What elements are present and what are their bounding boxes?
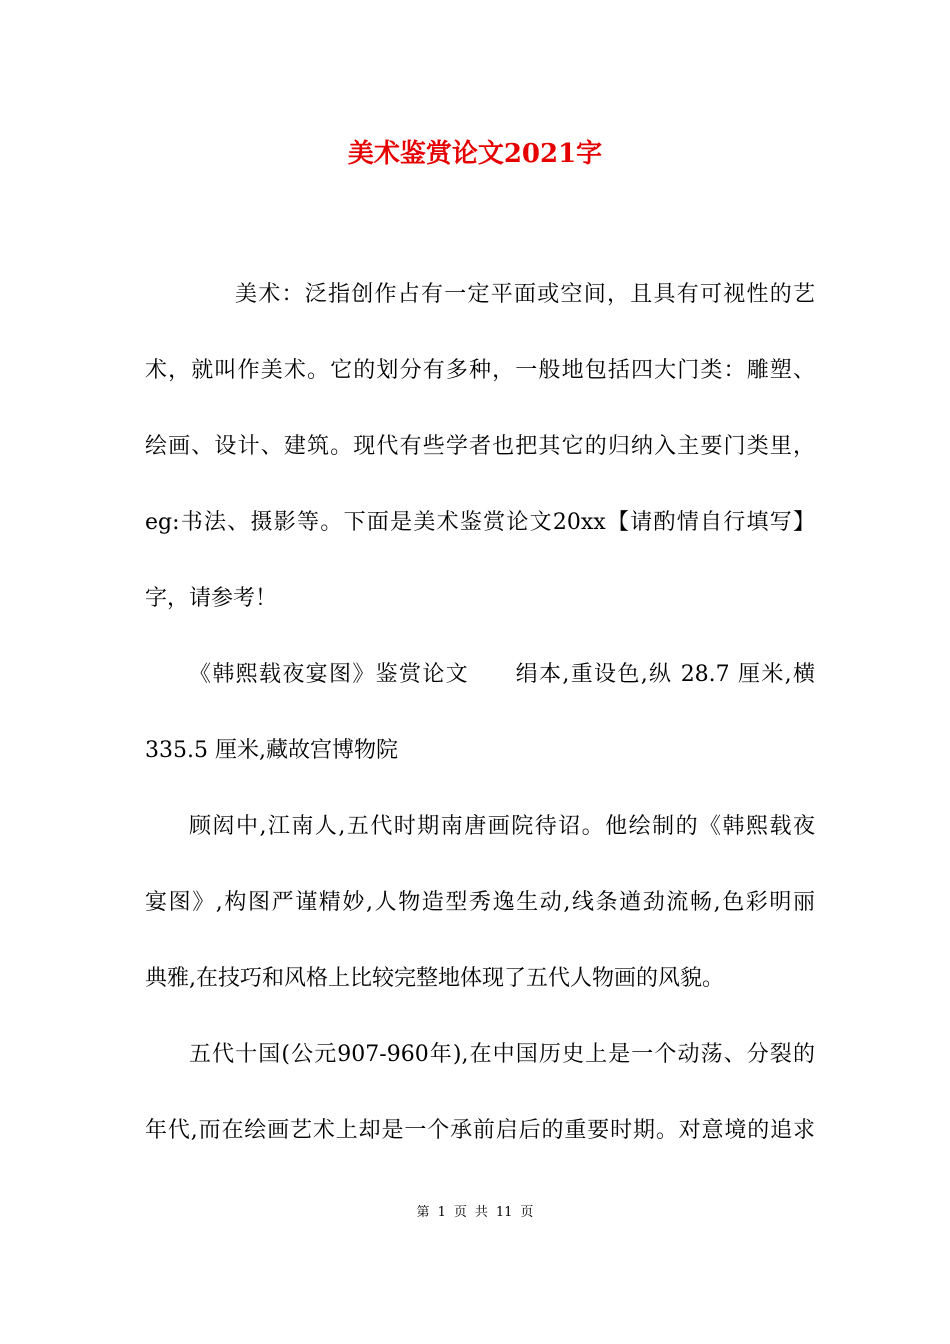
body-line-8: 顾闳中,江南人,五代时期南唐画院待诏。他绘制的《韩熙载夜 (189, 814, 815, 839)
body-line-4: eg:书法、摄影等。下面是美术鉴赏论文20xx【请酌情自行填写】 (145, 510, 815, 535)
body-line-6: 《韩熙载夜宴图》鉴赏论文 绢本,重设色,纵 28.7 厘米,横 (189, 662, 815, 687)
document-body (145, 276, 815, 1188)
body-line-11: 五代十国(公元907-960年),在中国历史上是一个动荡、分裂的 (189, 1042, 815, 1067)
footer-label-of-page: 页 (453, 1205, 467, 1220)
footer-label-pages: 页 (520, 1205, 534, 1220)
footer-current-page: 1 (437, 1205, 446, 1220)
body-line-3: 绘画、设计、建筑。现代有些学者也把其它的归纳入主要门类里， (145, 434, 815, 459)
body-line-12: 年代,而在绘画艺术上却是一个承前启后的重要时期。对意境的追求 (145, 1118, 815, 1143)
footer-total-pages: 11 (495, 1205, 513, 1220)
body-line-10: 典雅,在技巧和风格上比较完整地体现了五代人物画的风貌。 (145, 966, 724, 991)
footer-label-total: 共 (474, 1205, 488, 1220)
page-footer (0, 1204, 950, 1222)
document-title: 美术鉴赏论文2021字 (347, 139, 603, 169)
footer-label-page: 第 (416, 1205, 430, 1220)
body-line-5: 字，请参考！ (145, 586, 278, 611)
body-line-7: 335.5 厘米,藏故宫博物院 (145, 738, 398, 763)
body-line-1: 美术：泛指创作占有一定平面或空间，且具有可视性的艺 (235, 282, 815, 307)
body-line-9: 宴图》,构图严谨精妙,人物造型秀逸生动,线条遒劲流畅,色彩明丽 (145, 890, 815, 915)
body-line-2: 术，就叫作美术。它的划分有多种，一般地包括四大门类：雕塑、 (145, 358, 815, 383)
